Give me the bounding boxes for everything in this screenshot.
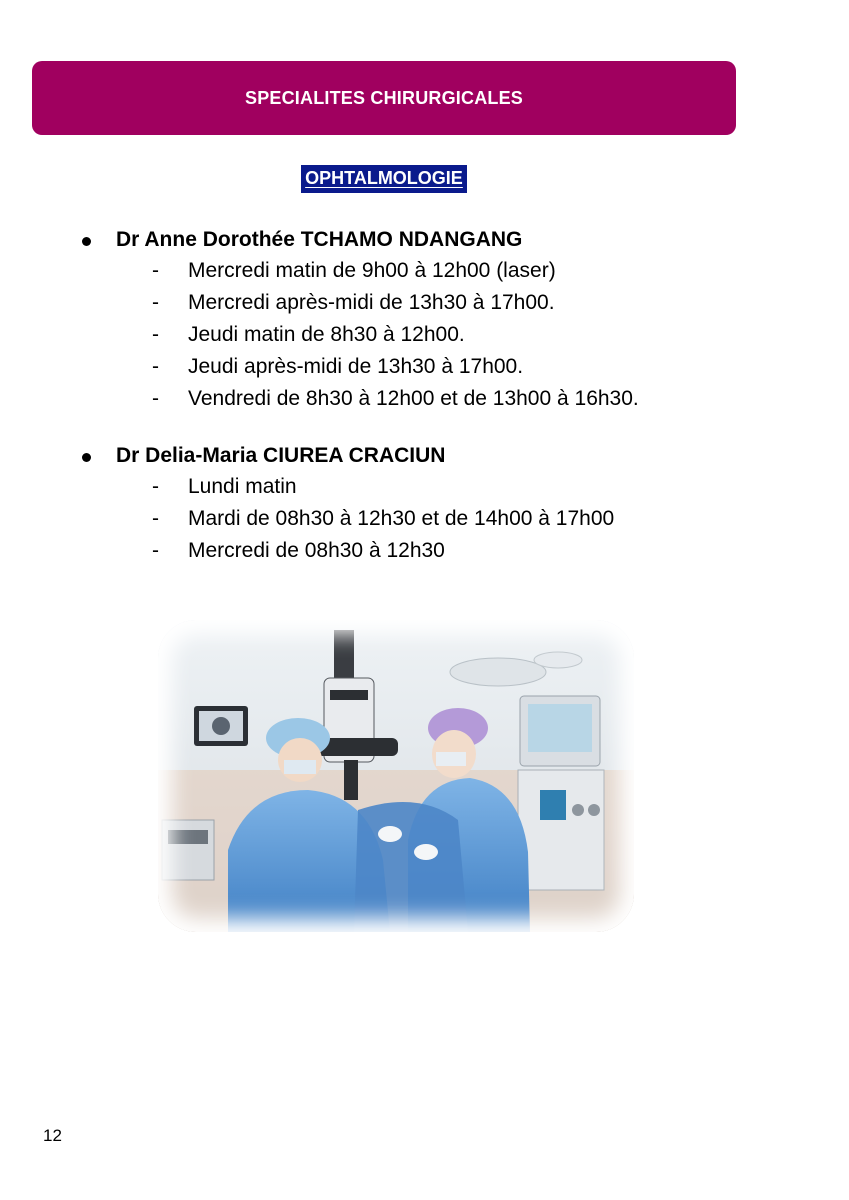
schedule-text: Jeudi après-midi de 13h30 à 17h00. — [188, 355, 524, 378]
specialty-heading — [0, 165, 768, 193]
specialty-title: OPHTALMOLOGIE — [301, 165, 467, 193]
dash-marker: - — [152, 355, 159, 378]
surgery-photo — [158, 620, 634, 932]
schedule-item — [0, 539, 849, 571]
dash-marker: - — [152, 259, 159, 282]
schedule-item — [0, 355, 849, 387]
schedule-item — [0, 323, 849, 355]
schedule-text: Lundi matin — [188, 475, 297, 498]
dash-marker: - — [152, 475, 159, 498]
schedule-text: Mercredi après-midi de 13h30 à 17h00. — [188, 291, 555, 314]
schedule-text: Jeudi matin de 8h30 à 12h00. — [188, 323, 465, 346]
doctor-name: Dr Anne Dorothée TCHAMO NDANGANG — [116, 228, 523, 251]
schedule-text: Mardi de 08h30 à 12h30 et de 14h00 à 17h00 — [188, 507, 615, 530]
schedule-item — [0, 259, 849, 291]
schedule-item — [0, 387, 849, 419]
dash-marker: - — [152, 507, 159, 530]
schedule-text: Vendredi de 8h30 à 12h00 et de 13h00 à 16h30. — [188, 387, 639, 410]
dash-marker: - — [152, 323, 159, 346]
schedule-item — [0, 475, 849, 507]
dash-marker: - — [152, 387, 159, 410]
schedule-text: Mercredi de 08h30 à 12h30 — [188, 539, 445, 562]
section-banner — [32, 61, 736, 135]
doctor-name: Dr Delia-Maria CIUREA CRACIUN — [116, 444, 446, 467]
dash-marker: - — [152, 539, 159, 562]
page-number: 12 — [43, 1126, 62, 1145]
bullet-icon — [82, 237, 91, 246]
schedule-text: Mercredi matin de 9h00 à 12h00 (laser) — [188, 259, 556, 282]
bullet-icon — [82, 453, 91, 462]
dash-marker: - — [152, 291, 159, 314]
schedule-item — [0, 507, 849, 539]
schedule-item — [0, 291, 849, 323]
section-title: SPECIALITES CHIRURGICALES — [244, 87, 524, 108]
